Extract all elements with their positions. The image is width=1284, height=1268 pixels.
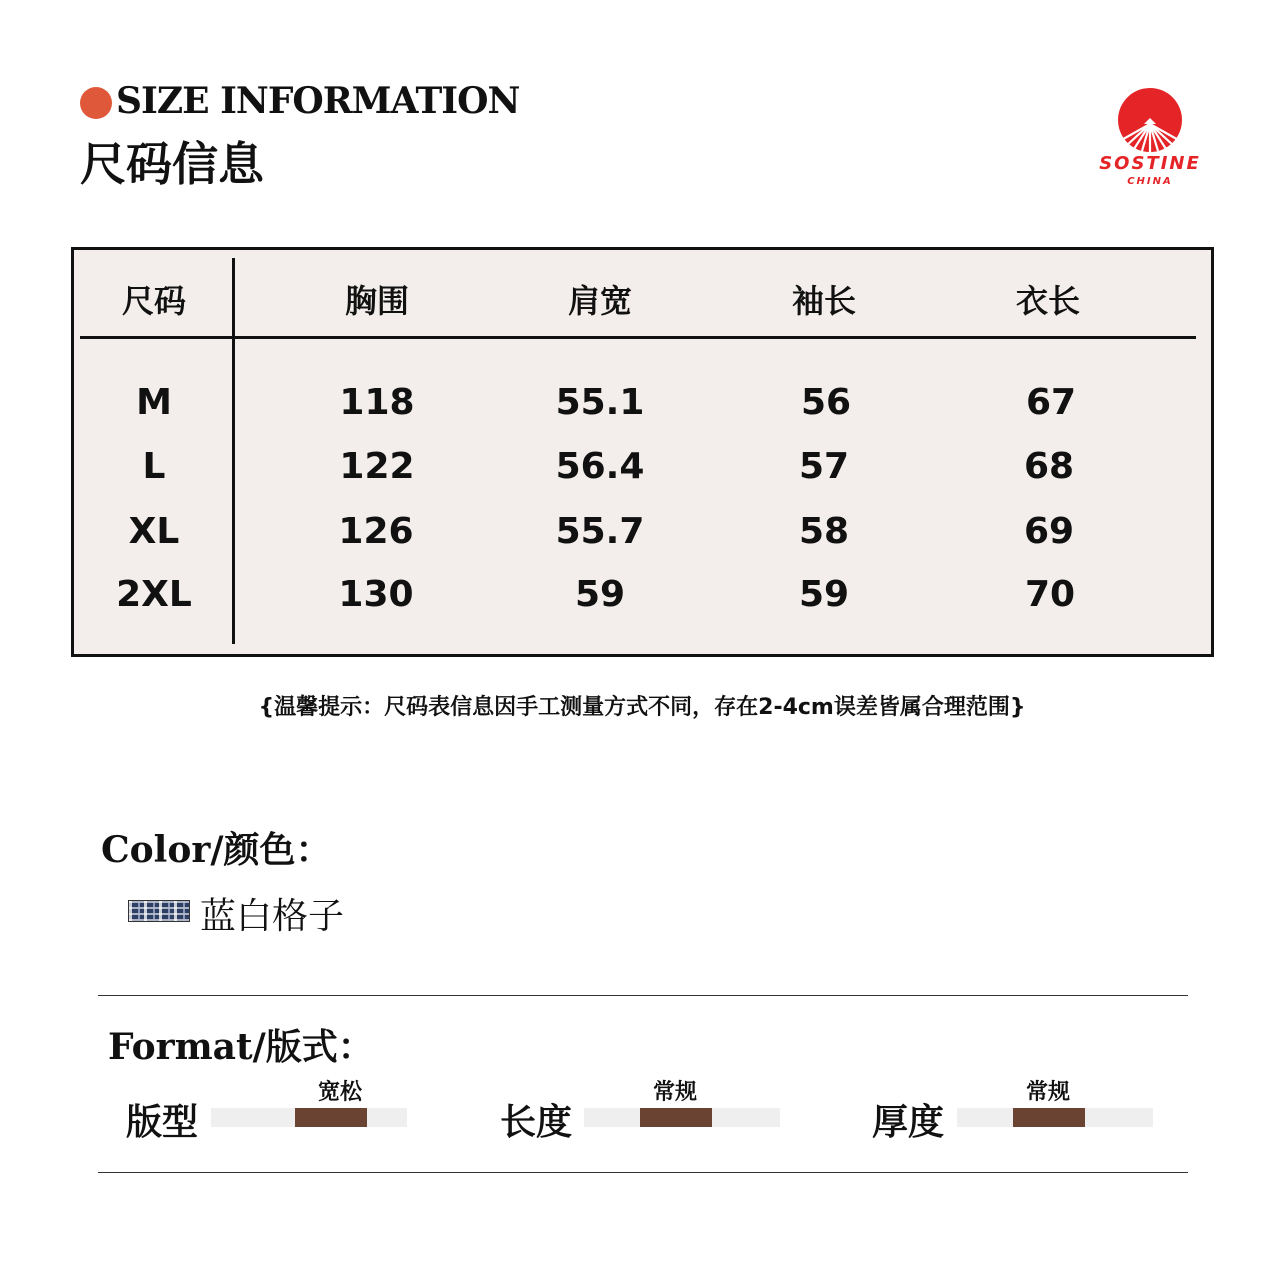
- table-cell-chest: 126: [338, 511, 414, 552]
- size-table: [71, 247, 1214, 657]
- page-title-en: SIZE INFORMATION: [116, 80, 520, 122]
- table-cell-sleeve: 59: [798, 574, 850, 615]
- table-cell-chest: 118: [339, 382, 415, 423]
- color-label: 蓝白格子: [200, 896, 345, 937]
- fit-level-bar: [211, 1108, 407, 1127]
- table-cell-chest: 122: [339, 446, 415, 487]
- table-cell-shoulder: 55.7: [555, 511, 645, 552]
- table-cell-size: XL: [128, 511, 180, 552]
- table-header-length: 衣长: [1015, 282, 1081, 320]
- fit-level-value: 宽松: [317, 1079, 363, 1105]
- plaid-swatch-icon: [128, 900, 190, 922]
- table-cell-sleeve: 58: [798, 511, 850, 552]
- divider-top: [98, 995, 1188, 996]
- table-cell-length: 68: [1023, 446, 1075, 487]
- table-cell-size: M: [136, 382, 172, 423]
- fit-level-fill: [295, 1108, 367, 1127]
- table-header-shoulder: 肩宽: [567, 282, 633, 320]
- format-label-fit: 版型: [126, 1101, 199, 1143]
- table-cell-shoulder: 55.1: [555, 382, 645, 423]
- format-section-title: Format/版式：: [108, 1026, 374, 1068]
- table-cell-shoulder: 56.4: [555, 446, 645, 487]
- color-section-title: Color/颜色：: [101, 829, 332, 871]
- thickness-level-fill: [1013, 1108, 1085, 1127]
- table-cell-shoulder: 59: [574, 574, 626, 615]
- brand-sub: CHINA: [1127, 176, 1173, 187]
- table-cell-size: L: [142, 446, 166, 487]
- page-title-cn: 尺码信息: [80, 137, 264, 191]
- header-dot-icon: [80, 87, 112, 119]
- format-label-thickness: 厚度: [872, 1101, 945, 1143]
- table-cell-chest: 130: [338, 574, 414, 615]
- length-level-bar: [584, 1108, 780, 1127]
- table-cell-sleeve: 57: [798, 446, 850, 487]
- length-level-value: 常规: [652, 1079, 698, 1105]
- table-cell-length: 67: [1025, 382, 1077, 423]
- table-cell-length: 70: [1024, 574, 1076, 615]
- table-header-size: 尺码: [121, 282, 187, 320]
- format-label-length: 长度: [500, 1101, 573, 1143]
- length-level-fill: [640, 1108, 712, 1127]
- measurement-note: {温馨提示：尺码表信息因手工测量方式不同，存在2-4cm误差皆属合理范围}: [258, 695, 1026, 720]
- table-header-sleeve: 袖长: [791, 282, 857, 320]
- divider-bottom: [98, 1172, 1188, 1173]
- table-header-chest: 胸围: [344, 282, 410, 320]
- table-cell-size: 2XL: [116, 574, 192, 615]
- table-vertical-divider: [232, 258, 235, 644]
- table-cell-sleeve: 56: [800, 382, 852, 423]
- thickness-level-bar: [957, 1108, 1153, 1127]
- brand-name: SOSTINE: [1099, 153, 1201, 174]
- thickness-level-value: 常规: [1025, 1079, 1071, 1105]
- table-header-divider: [80, 336, 1196, 339]
- table-cell-length: 69: [1023, 511, 1075, 552]
